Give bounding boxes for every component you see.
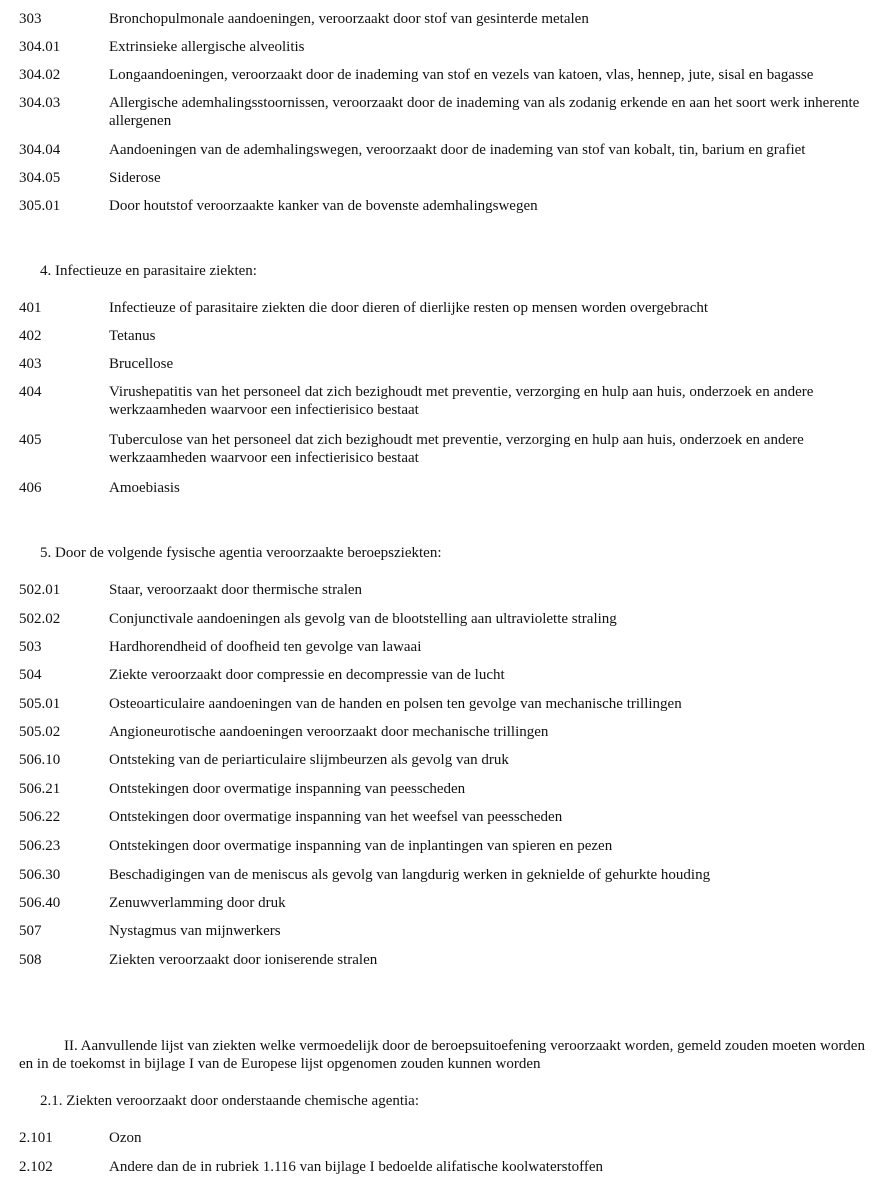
item-text: Aandoeningen van de ademhalingswegen, veroorzaakt door de inademing van stof van kobalt, tin, barium en grafiet: [109, 142, 806, 158]
item-text: Ozon: [109, 1130, 142, 1146]
item-code: 403: [19, 356, 42, 372]
item-code: 404: [19, 384, 42, 400]
item-text: Ziekte veroorzaakt door compressie en decompressie van de lucht: [109, 667, 505, 683]
item-code: 304.01: [19, 39, 61, 55]
item-text: Andere dan de in rubriek 1.116 van bijlage I bedoelde alifatische koolwaterstoffen: [109, 1159, 603, 1175]
item-code: 405: [19, 432, 42, 448]
item-text: Ontsteking van de periarticulaire slijmbeurzen als gevolg van druk: [109, 752, 509, 768]
item-code: 402: [19, 328, 42, 344]
item-text: Staar, veroorzaakt door thermische stralen: [109, 582, 363, 598]
item-code: 504: [19, 667, 42, 683]
item-text: Tuberculose van het personeel dat zich bezighoudt met preventie, verzorging en hulp aan huis, onderzoek en andere werkzaamheden waarvoor een infectierisico bestaat: [109, 432, 804, 466]
item-text: Bronchopulmonale aandoeningen, veroorzaakt door stof van gesinterde metalen: [109, 11, 589, 27]
item-text: Brucellose: [109, 356, 174, 372]
item-code: 502.02: [19, 611, 61, 627]
item-text: Infectieuze of parasitaire ziekten die door dieren of dierlijke resten op mensen worden overgebracht: [109, 300, 709, 316]
item-code: 304.03: [19, 95, 61, 111]
item-code: 505.01: [19, 696, 61, 712]
item-code: 506.23: [19, 838, 61, 854]
item-code: 304.05: [19, 170, 61, 186]
item-text: Amoebiasis: [109, 480, 180, 496]
item-code: 2.101: [19, 1130, 53, 1146]
item-code: 503: [19, 639, 42, 655]
item-text: Hardhorendheid of doofheid ten gevolge van lawaai: [109, 639, 422, 655]
item-text: Allergische ademhalingsstoornissen, veroorzaakt door de inademing van als zodanig erkende en aan het soort werk inherente allergenen: [109, 95, 860, 129]
item-text: Ontstekingen door overmatige inspanning van het weefsel van peesscheden: [109, 809, 563, 825]
item-code: 506.22: [19, 809, 61, 825]
item-code: 303: [19, 11, 42, 27]
item-text: Osteoarticulaire aandoeningen van de handen en polsen ten gevolge van mechanische trillingen: [109, 696, 682, 712]
item-code: 406: [19, 480, 42, 496]
item-code: 502.01: [19, 582, 61, 598]
item-text: Angioneurotische aandoeningen veroorzaakt door mechanische trillingen: [109, 724, 549, 740]
item-code: 506.30: [19, 867, 61, 883]
item-code: 506.10: [19, 752, 61, 768]
item-code: 2.102: [19, 1159, 53, 1175]
item-text: Conjunctivale aandoeningen als gevolg van de blootstelling aan ultraviolette straling: [109, 611, 617, 627]
item-code: 304.02: [19, 67, 61, 83]
item-code: 305.01: [19, 198, 61, 214]
item-text: Ontstekingen door overmatige inspanning van peesscheden: [109, 781, 466, 797]
item-code: 304.04: [19, 142, 61, 158]
section-heading: 2.1. Ziekten veroorzaakt door onderstaande chemische agentia:: [40, 1093, 420, 1109]
item-text: Tetanus: [109, 328, 156, 344]
item-code: 505.02: [19, 724, 61, 740]
item-code: 507: [19, 923, 42, 939]
item-text: Ziekten veroorzaakt door ioniserende stralen: [109, 952, 378, 968]
item-text: Door houtstof veroorzaakte kanker van de bovenste ademhalingswegen: [109, 198, 538, 214]
item-text: Zenuwverlamming door druk: [109, 895, 286, 911]
item-text: Ontstekingen door overmatige inspanning van de inplantingen van spieren en pezen: [109, 838, 613, 854]
item-code: 506.21: [19, 781, 61, 797]
item-text: Longaandoeningen, veroorzaakt door de inademing van stof en vezels van katoen, vlas, hennep, jute, sisal en bagasse: [109, 67, 814, 83]
item-text: Virushepatitis van het personeel dat zich bezighoudt met preventie, verzorging en hulp aan huis, onderzoek en andere werkzaamheden waarvoor een infectierisico bestaat: [109, 384, 814, 418]
item-text: Siderose: [109, 170, 161, 186]
item-text: Beschadigingen van de meniscus als gevolg van langdurig werken in geknielde of gehurkte houding: [109, 867, 711, 883]
item-text: Nystagmus van mijnwerkers: [109, 923, 281, 939]
section-heading: 5. Door de volgende fysische agentia veroorzaakte beroepsziekten:: [40, 545, 442, 561]
section-heading: 4. Infectieuze en parasitaire ziekten:: [40, 263, 257, 279]
item-code: 506.40: [19, 895, 61, 911]
annex-intro-paragraph: II. Aanvullende lijst van ziekten welke vermoedelijk door de beroepsuitoefening veroorzaakt worden, gemeld zouden moeten worden en in de toekomst in bijlage I van de Europese lijst opgenomen zouden kunnen worden: [19, 1038, 865, 1072]
item-code: 401: [19, 300, 42, 316]
item-code: 508: [19, 952, 42, 968]
item-text: Extrinsieke allergische alveolitis: [109, 39, 305, 55]
